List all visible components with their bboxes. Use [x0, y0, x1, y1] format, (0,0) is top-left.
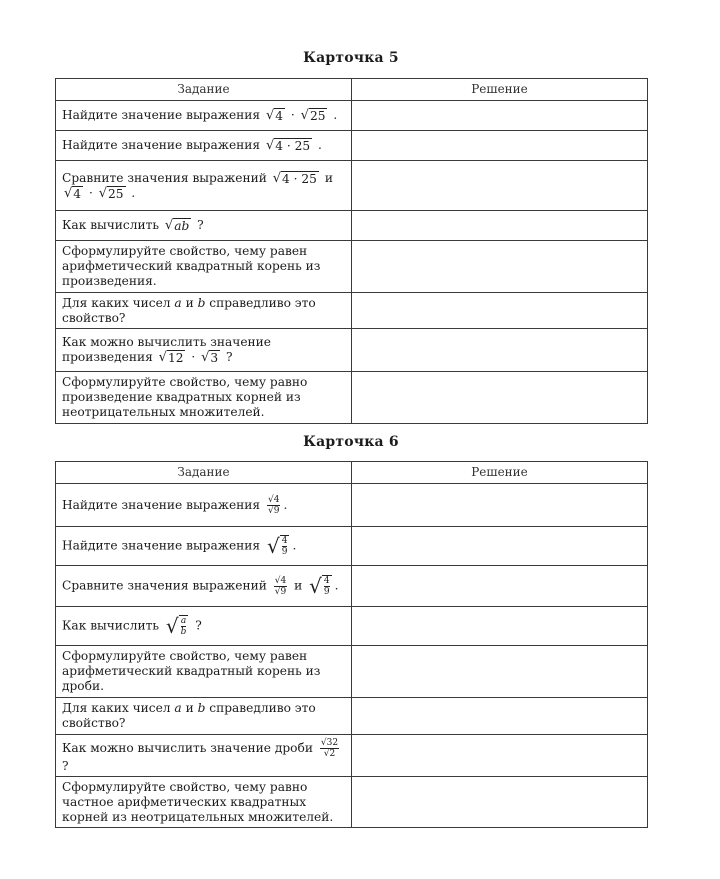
header-solution: Решение [352, 462, 648, 484]
task-cell: Найдите значение выражения √ 4 · √ 25 . [56, 101, 352, 131]
task-cell: Сформулируйте свойство, чему равен арифметический квадратный корень из произведения. [56, 241, 352, 293]
table-row [56, 527, 648, 566]
table-row [56, 566, 648, 607]
table-row [56, 646, 648, 698]
solution-cell[interactable] [352, 241, 648, 293]
task-cell: Как можно вычислить значение дроби $\frac{√32}{√2}$ ? [56, 735, 352, 777]
table-row [56, 241, 648, 293]
task-cell: Как вычислить √ a b ? [56, 607, 352, 646]
table-row [56, 101, 648, 131]
header-solution: Решение [352, 79, 648, 101]
card-5-title: Карточка 5 [303, 50, 399, 66]
header-task: Задание [56, 79, 352, 101]
task-cell: Для каких чисел a и b справедливо это свойство? [56, 293, 352, 329]
table-row [56, 777, 648, 828]
task-cell: Сформулируйте свойство, чему равен арифметический квадратный корень из дроби. [56, 646, 352, 698]
task-cell: Сформулируйте свойство, чему равно частное арифметических квадратных корней из неотрицательных множителей. [56, 777, 352, 828]
task-cell: Найдите значение выражения $\frac{√4}{√9}$ . [56, 484, 352, 527]
table-row [56, 329, 648, 372]
solution-cell[interactable] [352, 161, 648, 211]
table-row [56, 211, 648, 241]
table-row [56, 293, 648, 329]
card-5-table [55, 78, 648, 424]
table-row [56, 698, 648, 735]
solution-cell[interactable] [352, 735, 648, 777]
table-row [56, 484, 648, 527]
solution-cell[interactable] [352, 566, 648, 607]
solution-cell[interactable] [352, 698, 648, 735]
table-row [56, 735, 648, 777]
table-row [56, 372, 648, 424]
table-row [56, 607, 648, 646]
solution-cell[interactable] [352, 131, 648, 161]
solution-cell[interactable] [352, 527, 648, 566]
task-cell: Найдите значение выражения √ 4 · 25 . [56, 131, 352, 161]
table-row [56, 131, 648, 161]
solution-cell[interactable] [352, 211, 648, 241]
solution-cell[interactable] [352, 329, 648, 372]
task-cell: Найдите значение выражения √ 4 9 . [56, 527, 352, 566]
task-cell: Сформулируйте свойство, чему равно произведение квадратных корней из неотрицательных множителей. [56, 372, 352, 424]
task-cell: Для каких чисел a и b справедливо это свойство? [56, 698, 352, 735]
solution-cell[interactable] [352, 607, 648, 646]
task-cell: Как вычислить √ ab ? [56, 211, 352, 241]
task-cell: Как можно вычислить значение произведения √ 12 · √ 3 ? [56, 329, 352, 372]
header-task: Задание [56, 462, 352, 484]
task-cell: Сравните значения выражений $\frac{√4}{√9}$ и √ 4 9 . [56, 566, 352, 607]
solution-cell[interactable] [352, 646, 648, 698]
solution-cell[interactable] [352, 777, 648, 828]
card-6-table [55, 461, 648, 828]
task-cell: Сравните значения выражений √ 4 · 25 и √ 4 · √ 25 . [56, 161, 352, 211]
table-row [56, 161, 648, 211]
solution-cell[interactable] [352, 484, 648, 527]
card-6-title: Карточка 6 [303, 434, 399, 450]
solution-cell[interactable] [352, 372, 648, 424]
solution-cell[interactable] [352, 101, 648, 131]
solution-cell[interactable] [352, 293, 648, 329]
